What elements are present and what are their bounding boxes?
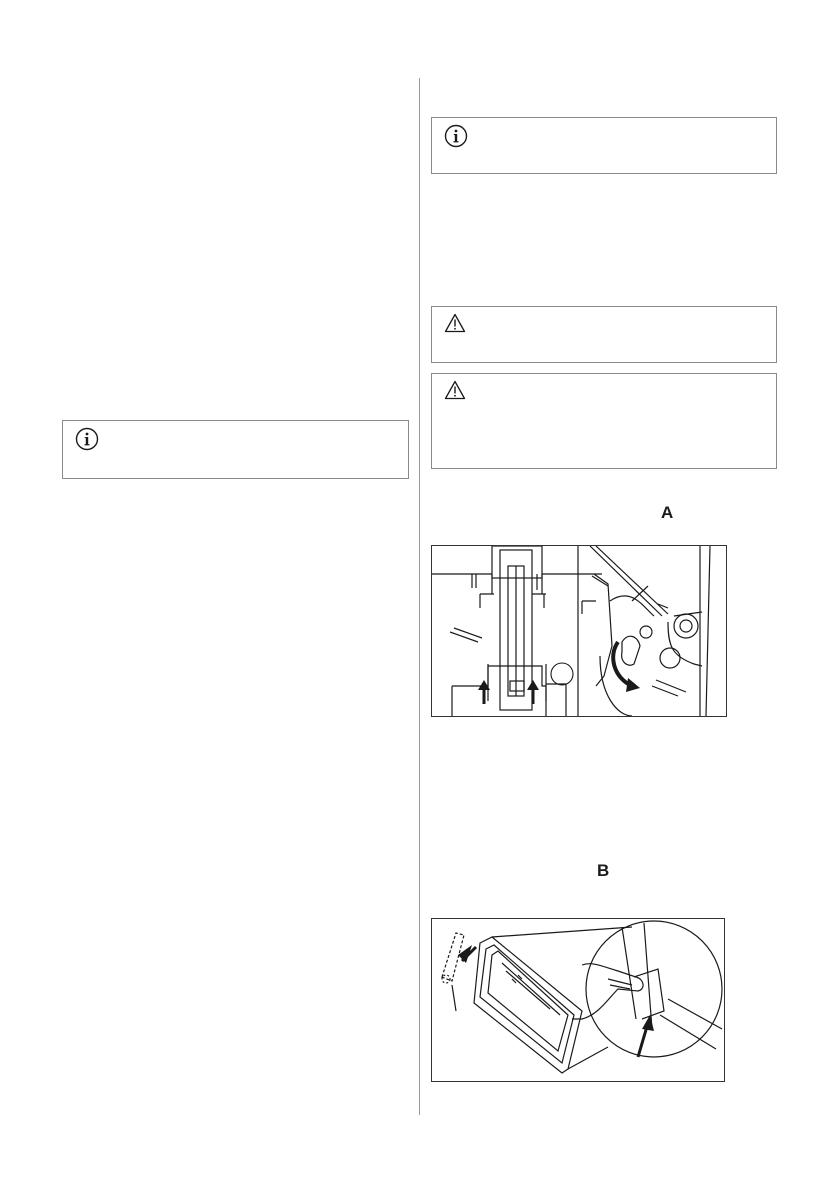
info-icon — [444, 124, 468, 148]
warning-note-2 — [431, 373, 777, 469]
warning-note-1 — [431, 306, 777, 363]
door-hinge-drawing — [432, 546, 726, 716]
figure-b-label: B — [597, 861, 610, 880]
info-note-left — [62, 420, 409, 479]
column-divider — [419, 78, 420, 1115]
info-icon — [75, 427, 99, 451]
info-note-right — [431, 117, 777, 174]
glass-panel-removal-drawing — [432, 919, 724, 1081]
warning-icon — [444, 380, 466, 400]
figure-a-label: A — [661, 503, 674, 522]
warning-icon — [444, 313, 466, 333]
figure-b-illustration — [431, 918, 725, 1082]
figure-a-illustration — [431, 545, 727, 717]
